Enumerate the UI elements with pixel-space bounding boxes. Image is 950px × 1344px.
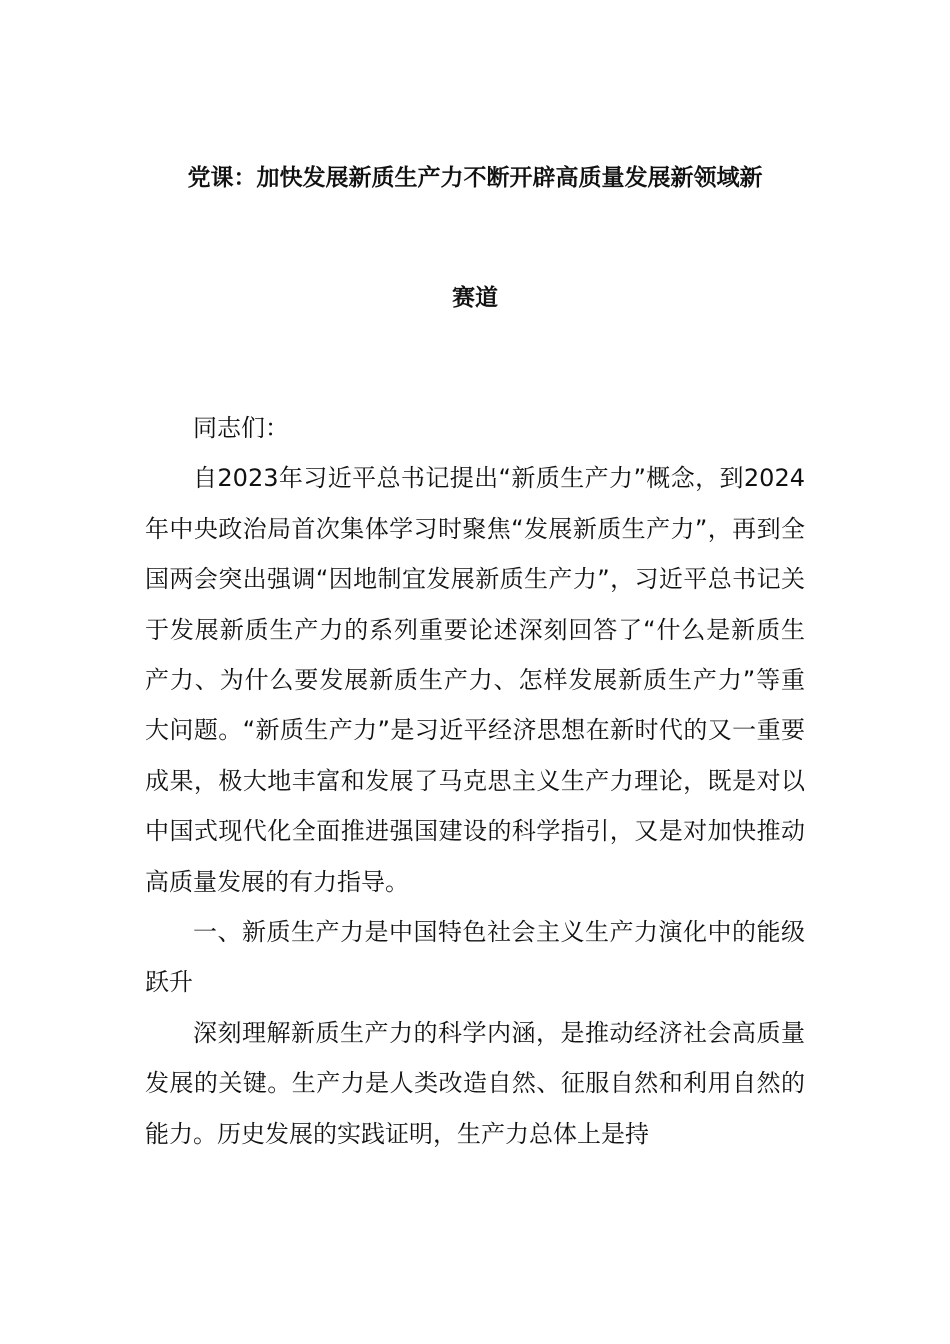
document-title-line-1: 党课：加快发展新质生产力不断开辟高质量发展新领域新 <box>187 165 763 191</box>
salutation-paragraph: 同志们： <box>193 414 289 442</box>
section-1-paragraph: 深刻理解新质生产力的科学内涵，是推动经济社会高质量发展的关键。生产力是人类改造自然、征服自然和利用自然的能力。历史发展的实践证明，生产力总体上是持 <box>145 1018 805 1148</box>
section-heading-1: 一、新质生产力是中国特色社会主义生产力演化中的能级跃升 <box>145 918 805 997</box>
document-body <box>145 403 805 1159</box>
intro-paragraph: 自2023年习近平总书记提出“新质生产力”概念，到2024年中央政治局首次集体学习时聚焦“发展新质生产力”，再到全国两会突出强调“因地制宜发展新质生产力”，习近平总书记关于发展新质生产力的系列重要论述深刻回答了“什么是新质生产力、为什么要发展新质生产力、怎样发展新质生产力”等重大问题。“新质生产力”是习近平经济思想在新时代的又一重要成果，极大地丰富和发展了马克思主义生产力理论，既是对以中国式现代化全面推进强国建设的科学指引，又是对加快推动高质量发展的有力指导。 <box>145 464 805 896</box>
document-title-line-2: 赛道 <box>452 285 498 311</box>
